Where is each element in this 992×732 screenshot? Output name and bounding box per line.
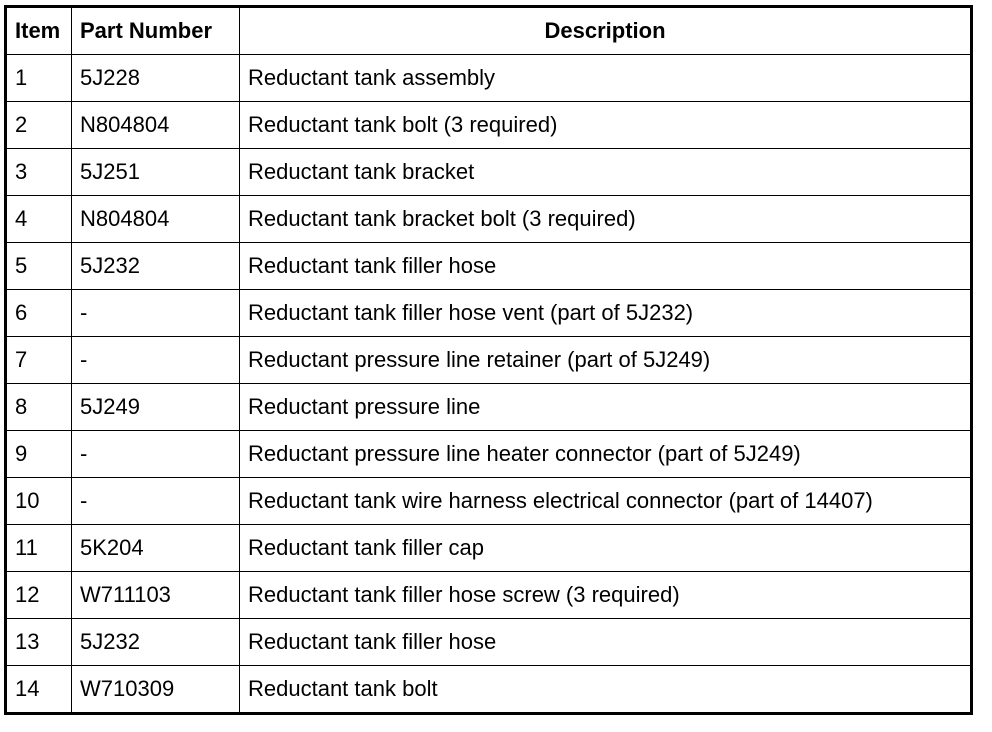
table-header-row — [6, 7, 972, 55]
cell-part-number: 5J249 — [72, 384, 240, 431]
cell-description: Reductant tank filler cap — [240, 525, 972, 572]
cell-part-number: 5K204 — [72, 525, 240, 572]
cell-description: Reductant tank bracket — [240, 149, 972, 196]
cell-description: Reductant tank filler hose vent (part of 5J232) — [240, 290, 972, 337]
cell-item: 12 — [6, 572, 72, 619]
cell-part-number: 5J251 — [72, 149, 240, 196]
cell-description: Reductant tank filler hose — [240, 619, 972, 666]
cell-part-number: - — [72, 290, 240, 337]
column-header-description: Description — [240, 7, 972, 55]
cell-item: 6 — [6, 290, 72, 337]
cell-description: Reductant tank filler hose — [240, 243, 972, 290]
cell-item: 5 — [6, 243, 72, 290]
cell-part-number: W711103 — [72, 572, 240, 619]
cell-part-number: - — [72, 431, 240, 478]
table-row — [6, 243, 972, 290]
cell-part-number: 5J232 — [72, 619, 240, 666]
cell-item: 11 — [6, 525, 72, 572]
cell-description: Reductant tank filler hose screw (3 required) — [240, 572, 972, 619]
cell-item: 2 — [6, 102, 72, 149]
table-row — [6, 572, 972, 619]
cell-item: 14 — [6, 666, 72, 714]
cell-description: Reductant tank bolt — [240, 666, 972, 714]
cell-description: Reductant pressure line — [240, 384, 972, 431]
cell-item: 9 — [6, 431, 72, 478]
cell-part-number: N804804 — [72, 196, 240, 243]
cell-description: Reductant pressure line heater connector (part of 5J249) — [240, 431, 972, 478]
cell-part-number: - — [72, 337, 240, 384]
table-row — [6, 431, 972, 478]
table-row — [6, 525, 972, 572]
table-row — [6, 290, 972, 337]
table-row — [6, 149, 972, 196]
cell-item: 4 — [6, 196, 72, 243]
cell-item: 1 — [6, 55, 72, 102]
table-row — [6, 55, 972, 102]
cell-part-number: 5J228 — [72, 55, 240, 102]
column-header-item: Item — [6, 7, 72, 55]
cell-description: Reductant pressure line retainer (part of 5J249) — [240, 337, 972, 384]
cell-item: 10 — [6, 478, 72, 525]
cell-part-number: 5J232 — [72, 243, 240, 290]
table-row — [6, 102, 972, 149]
cell-part-number: N804804 — [72, 102, 240, 149]
parts-table — [4, 5, 973, 715]
table-row — [6, 619, 972, 666]
cell-item: 13 — [6, 619, 72, 666]
cell-description: Reductant tank assembly — [240, 55, 972, 102]
table-row — [6, 196, 972, 243]
table-row — [6, 384, 972, 431]
cell-item: 8 — [6, 384, 72, 431]
column-header-part-number: Part Number — [72, 7, 240, 55]
cell-item: 7 — [6, 337, 72, 384]
cell-description: Reductant tank bolt (3 required) — [240, 102, 972, 149]
cell-description: Reductant tank bracket bolt (3 required) — [240, 196, 972, 243]
cell-item: 3 — [6, 149, 72, 196]
cell-part-number: - — [72, 478, 240, 525]
cell-part-number: W710309 — [72, 666, 240, 714]
table-row — [6, 478, 972, 525]
table-row — [6, 666, 972, 714]
cell-description: Reductant tank wire harness electrical connector (part of 14407) — [240, 478, 972, 525]
parts-table-container — [4, 5, 973, 715]
table-row — [6, 337, 972, 384]
